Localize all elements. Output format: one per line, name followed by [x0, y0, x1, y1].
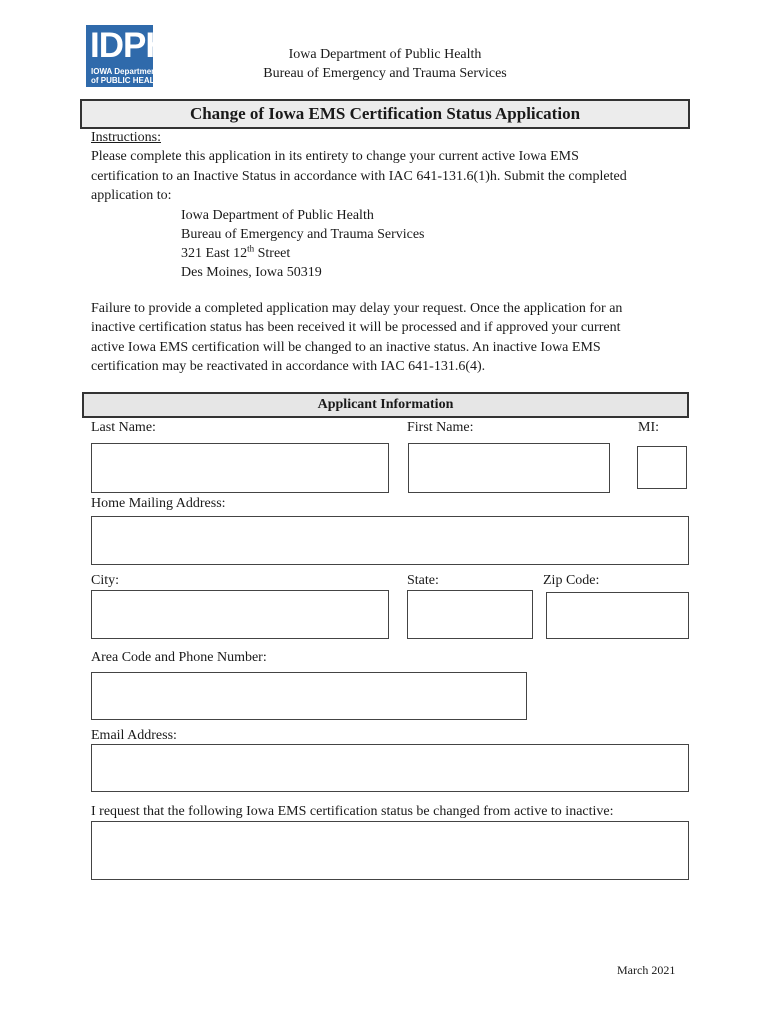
state-input[interactable] [407, 590, 533, 639]
request-label: I request that the following Iowa EMS certification status be changed from active to inactive: [91, 804, 614, 819]
phone-label: Area Code and Phone Number: [91, 650, 267, 665]
notice-line-2: inactive certification status has been received it will be processed and if approved your current [91, 320, 621, 335]
logo-initials: IDPH [90, 26, 170, 65]
certification-request-input[interactable] [91, 821, 689, 880]
phone-input[interactable] [91, 672, 527, 720]
applicant-section-title: Applicant Information [82, 392, 689, 418]
city-input[interactable] [91, 590, 389, 639]
instructions-line-1: Please complete this application in its entirety to change your current active Iowa EMS [91, 149, 579, 164]
email-input[interactable] [91, 744, 689, 792]
notice-line-1: Failure to provide a completed application may delay your request. Once the application for an [91, 301, 623, 316]
zip-input[interactable] [546, 592, 689, 639]
notice-line-4: certification may be reactivated in accordance with IAC 641-131.6(4). [91, 359, 486, 374]
logo-line1: IOWA Department [91, 67, 159, 76]
instructions-line-2: certification to an Inactive Status in accordance with IAC 641-131.6(1)h. Submit the completed [91, 169, 627, 184]
address-street: 321 East 12th Street [181, 243, 291, 261]
address-city: Des Moines, Iowa 50319 [181, 265, 322, 280]
instructions-line-3: application to: [91, 188, 172, 203]
zip-label: Zip Code: [543, 573, 600, 588]
first-name-label: First Name: [407, 420, 474, 435]
form-title: Change of Iowa EMS Certification Status Application [80, 99, 690, 129]
agency-name: Iowa Department of Public Health [288, 47, 482, 62]
last-name-label: Last Name: [91, 420, 156, 435]
address-line-1: Iowa Department of Public Health [181, 208, 374, 223]
revision-date: March 2021 [617, 963, 676, 977]
bureau-name: Bureau of Emergency and Trauma Services [263, 66, 507, 81]
mi-label: MI: [638, 420, 659, 435]
last-name-input[interactable] [91, 443, 389, 493]
instructions-heading: Instructions: [91, 130, 161, 145]
address-line-2: Bureau of Emergency and Trauma Services [181, 227, 425, 242]
state-label: State: [407, 573, 439, 588]
home-address-label: Home Mailing Address: [91, 496, 226, 511]
city-label: City: [91, 573, 120, 588]
first-name-input[interactable] [408, 443, 610, 493]
email-label: Email Address: [91, 728, 177, 743]
home-address-input[interactable] [91, 516, 689, 565]
logo-line2: of PUBLIC HEALTH [91, 76, 165, 85]
notice-line-3: active Iowa EMS certification will be changed to an inactive status. An inactive Iowa EMS [91, 340, 601, 355]
mi-input[interactable] [637, 446, 687, 489]
